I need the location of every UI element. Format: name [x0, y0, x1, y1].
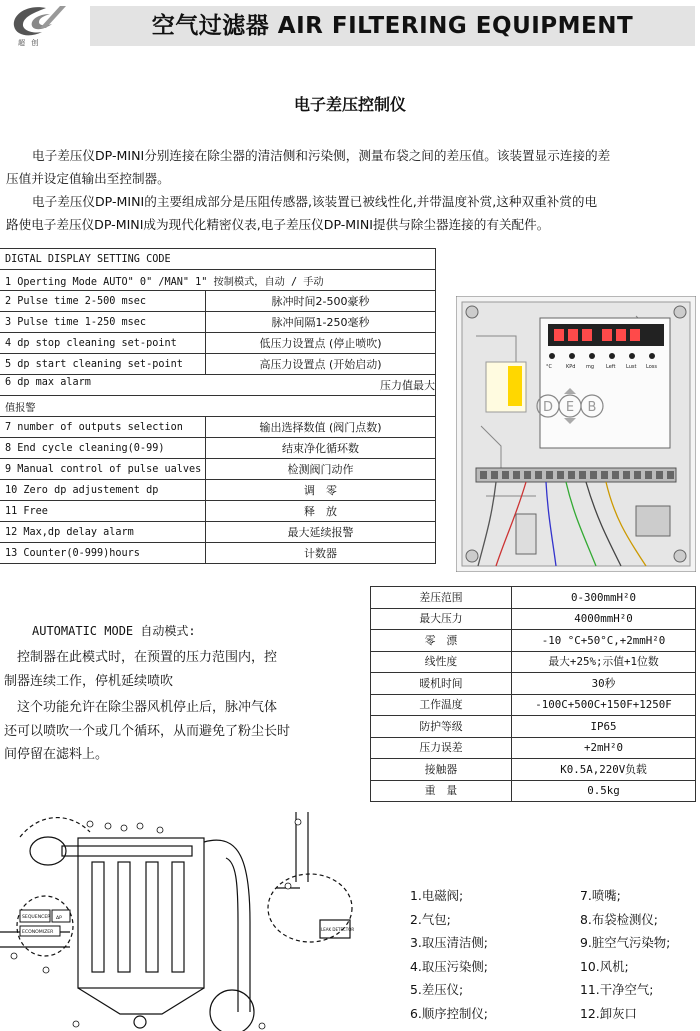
auto-mode-paragraph-2	[4, 696, 334, 767]
spec-key: 工作温度	[371, 694, 512, 716]
auto-p2-line1: 这个功能允许在除尘器风机停止后，脉冲气体	[4, 700, 278, 715]
spec-key: 重 量	[371, 780, 512, 802]
terminal-screw	[502, 471, 509, 479]
terminal-screw	[480, 471, 487, 479]
spec-row	[371, 759, 696, 781]
spec-key: 暖机时间	[371, 673, 512, 695]
row-text-en: 6 dp max alarm	[5, 377, 91, 388]
row-text-cn: 调 零	[206, 480, 436, 501]
spec-row	[371, 651, 696, 673]
table-header-row	[0, 249, 436, 270]
table-row	[0, 270, 436, 291]
banner-title: 空气过滤器 AIR FILTERING EQUIPMENT	[151, 13, 634, 39]
row-text-en: 3 Pulse time 1-250 msec	[0, 312, 206, 333]
terminal-screw	[579, 471, 586, 479]
row-text-en: 10 Zero dp adjustement dp	[0, 480, 206, 501]
dust-collector-schematic	[0, 802, 392, 1031]
row-text-cn: 低压力设置点 (停止喷吹)	[206, 333, 436, 354]
row-text-en: 7 number of outputs selection	[0, 417, 206, 438]
header-banner	[90, 6, 695, 46]
table-row	[0, 375, 436, 396]
intro-paragraph-1	[6, 144, 694, 190]
spec-value: 30秒	[512, 673, 696, 695]
legend-item: 3.取压清洁侧;	[410, 935, 488, 951]
row-text	[0, 375, 436, 396]
page-title: 电子差压控制仪	[293, 95, 406, 114]
row-text-en: 9 Manual control of pulse ualves	[0, 459, 206, 480]
component-legend	[410, 886, 700, 1026]
spec-key: 最大压力	[371, 608, 512, 630]
row-text-en: 8 End cycle cleaning(0-99)	[0, 438, 206, 459]
auto-p1-line1: 控制器在此模式时，在预置的压力范围内，控	[4, 650, 278, 665]
spec-value: IP65	[512, 716, 696, 738]
legend-item: 8.布袋检测仪;	[580, 911, 658, 927]
legend-item: 10.风机;	[580, 958, 629, 974]
table-row	[0, 480, 436, 501]
page-header	[0, 0, 700, 50]
sequencer-label: SEQUENCER	[22, 915, 51, 920]
table-row	[0, 291, 436, 312]
row-text-en: 2 Pulse time 2-500 msec	[0, 291, 206, 312]
table-row	[0, 522, 436, 543]
spec-key: 防护等级	[371, 716, 512, 738]
row-text-en: 13 Counter(0-999)hours	[0, 543, 206, 564]
row-text-en: 4 dp stop cleaning set-point	[0, 333, 206, 354]
spec-value: -10 °C+50°C,+2mmH²0	[512, 630, 696, 652]
settings-rows	[0, 270, 436, 564]
table-row	[0, 333, 436, 354]
spec-value: 0-300mmH²0	[512, 587, 696, 609]
auto-p1-line2: 制器连续工作，停机延续喷吹	[4, 673, 174, 689]
terminal-screw	[601, 471, 608, 479]
table-row	[0, 312, 436, 333]
terminal-screw	[535, 471, 542, 479]
legend-item: 12.卸灰口	[580, 1006, 637, 1021]
spec-key: 零 漂	[371, 630, 512, 652]
table-row	[0, 543, 436, 564]
terminal-screw	[590, 471, 597, 479]
row-text-cn: 最大延续报警	[206, 522, 436, 543]
spec-row	[371, 737, 696, 759]
row-text-en: 11 Free	[0, 501, 206, 522]
leak-detector-label: LEAK DETECTOR	[321, 927, 355, 932]
intro-paragraph-2	[6, 190, 694, 236]
terminal-screw	[557, 471, 564, 479]
spec-row	[371, 716, 696, 738]
spec-key: 接触器	[371, 759, 512, 781]
row-text: 1 Operting Mode AUTO" 0" /MAN" 1" 按制模式，自动 / 手动	[0, 270, 436, 291]
display-unit-label: mg	[586, 364, 595, 370]
terminal-screw	[667, 471, 674, 479]
legend-item: 2.气包;	[410, 911, 451, 927]
table-row	[0, 501, 436, 522]
table-row	[0, 459, 436, 480]
table-row	[0, 438, 436, 459]
auto-mode-paragraph-1	[4, 646, 334, 693]
row-text-cn: 脉冲间隔1-250毫秒	[206, 312, 436, 333]
spec-row	[371, 673, 696, 695]
spec-row	[371, 780, 696, 802]
intro-p1-line2: 压值并设定值输出至控制器。	[6, 171, 170, 186]
terminal-screw	[634, 471, 641, 479]
legend-item: 1.电磁阀;	[410, 888, 464, 903]
spec-rows	[371, 587, 696, 802]
terminal-screw	[656, 471, 663, 479]
spec-key: 压力误差	[371, 737, 512, 759]
legend-item: 9.脏空气污染物;	[580, 935, 671, 951]
auto-p2-line3: 间停留在滤料上。	[4, 747, 109, 762]
terminal-screw	[546, 471, 553, 479]
spec-row	[371, 587, 696, 609]
spec-value: 4000mmH²0	[512, 608, 696, 630]
row-text-cn: 输出选择数值 (阀门点数)	[206, 417, 436, 438]
terminal-screw	[612, 471, 619, 479]
intro-p2-line1: 电子差压仪DP-MINI的主要组成部分是压阻传感器,该装置已被线性化,并带温度补赏,这种双重补赏的电	[32, 194, 598, 209]
display-unit-label: Loss	[646, 364, 657, 370]
table-header: DIGTAL DISPLAY SETTING CODE	[0, 249, 436, 270]
row-text-cn: 计数器	[206, 543, 436, 564]
terminal-screw	[645, 471, 652, 479]
device-button-b: B	[587, 400, 597, 415]
spec-value: K0.5A,220V负载	[512, 759, 696, 781]
spec-value: +2mH²0	[512, 737, 696, 759]
row-text-cn: 检测阀门动作	[206, 459, 436, 480]
logo-text: 超 创	[18, 39, 41, 47]
display-unit-label: °C	[546, 364, 552, 370]
spec-row	[371, 608, 696, 630]
row-text-cn: 高压力设置点 (开始启动)	[206, 354, 436, 375]
display-unit-label: KPd	[566, 364, 576, 370]
spec-value: 最大+25%;示值+1位数	[512, 651, 696, 673]
row-text: 值报警	[0, 396, 436, 417]
delta-p-label: ΔP	[56, 916, 62, 921]
spec-row	[371, 694, 696, 716]
intro-p2-line2: 路使电子差压仪DP-MINI成为现代化精密仪表,电子差压仪DP-MINI提供与除尘器连接的有关配件。	[6, 217, 550, 232]
legend-item: 7.喷嘴;	[580, 888, 621, 903]
auto-mode-title: AUTOMATIC MODE 自动模式:	[32, 624, 196, 638]
table-row	[0, 417, 436, 438]
terminal-screw	[568, 471, 575, 479]
row-text-cn: 压力值最大	[380, 379, 435, 392]
intro-p1-line1: 电子差压仪DP-MINI分别连接在除尘器的清洁侧和污染侧，测量布袋之间的差压值。该装置显示连接的差	[32, 148, 611, 163]
terminal-screw	[513, 471, 520, 479]
row-text-cn: 释 放	[206, 501, 436, 522]
spec-key: 线性度	[371, 651, 512, 673]
legend-item: 6.顺序控制仪;	[410, 1006, 488, 1021]
spec-key: 差压范围	[371, 587, 512, 609]
terminal-screw	[623, 471, 630, 479]
row-text-cn: 结束净化循环数	[206, 438, 436, 459]
settings-code-table	[0, 248, 436, 564]
spec-value: 0.5kg	[512, 780, 696, 802]
spec-value: -100C+500C+150F+1250F	[512, 694, 696, 716]
row-text-en: 5 dp start cleaning set-point	[0, 354, 206, 375]
legend-item: 4.取压污染侧;	[410, 958, 488, 974]
table-row	[0, 354, 436, 375]
dp-mini-device-photo	[456, 296, 696, 572]
device-button-e: E	[565, 400, 575, 415]
table-row	[0, 396, 436, 417]
display-unit-label: Lust	[626, 364, 637, 370]
legend-item: 5.差压仪;	[410, 982, 464, 998]
row-text-en: 12 Max,dp delay alarm	[0, 522, 206, 543]
auto-p2-line2: 还可以喷吹一个或几个循环，从而避免了粉尘长时	[4, 723, 291, 739]
economizer-label: ECONOMIZER	[22, 930, 54, 935]
terminal-screw	[524, 471, 531, 479]
row-text-cn: 脉冲时间2-500豪秒	[206, 291, 436, 312]
spec-table	[370, 586, 696, 802]
display-unit-label: Left	[606, 364, 616, 370]
legend-item: 11.干净空气;	[580, 982, 654, 998]
device-button-d: D	[542, 400, 554, 415]
terminal-screw	[491, 471, 498, 479]
spec-row	[371, 630, 696, 652]
